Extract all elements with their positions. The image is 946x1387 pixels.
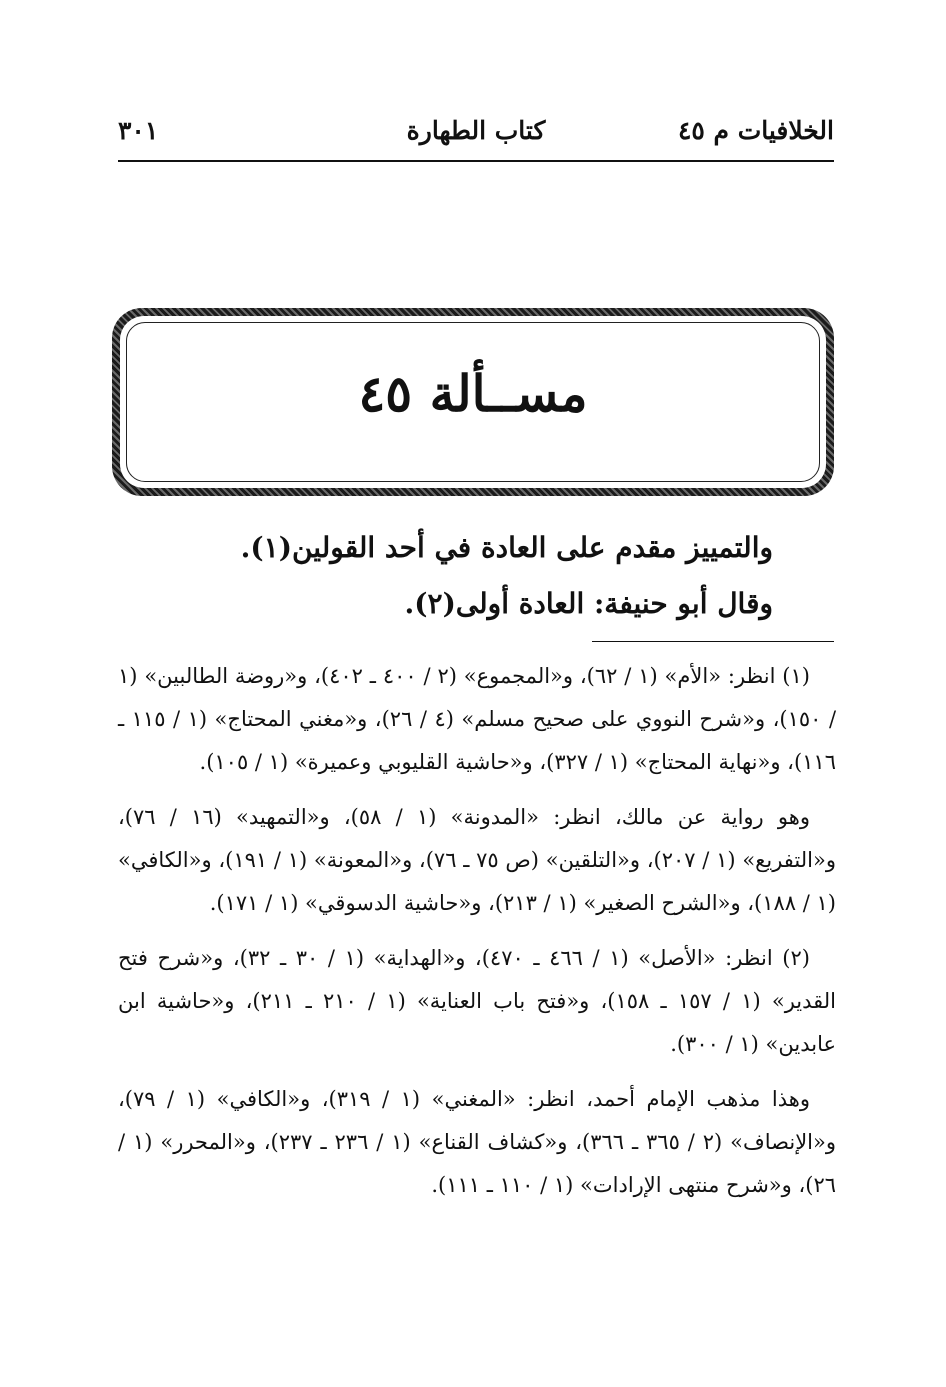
running-header xyxy=(118,108,834,156)
footnote-separator xyxy=(592,641,834,642)
section-label: الخلافيات م ٤٥ xyxy=(677,116,834,145)
title-frame xyxy=(112,308,834,496)
issue-title: مســألة ٤٥ xyxy=(358,364,588,423)
main-statement xyxy=(118,520,773,632)
footnote-paragraph: وهو رواية عن مالك، انظر: «المدونة» (١ / ٥٨)، و«التمهيد» (١٦ / ٧٦)، و«التفريع» (١ / ٢٠٧)، و«التلقين» (ص ٧٥ ـ ٧٦)، و«المعونة» (١ / ١٩١)، و«الكافي» (١ / ١٨٨)، و«الشرح الصغير» (١ / ٢١٣)، و«حاشية الدسوقي» (١ / ١٧١). xyxy=(118,805,836,915)
footnote-paragraph: (١) انظر: «الأم» (١ / ٦٢)، و«المجموع» (٢ / ٤٠٠ ـ ٤٠٢)، و«روضة الطالبين» (١ / ١٥٠)، و«شرح النووي على صحيح مسلم» (٤ / ٢٦)، و«مغني المحتاج» (١ / ١١٥ ـ ١١٦)، و«نهاية المحتاج» (١ / ٣٢٧)، و«حاشية القليوبي وعميرة» (١ / ١٠٥). xyxy=(118,664,837,774)
statement-line: والتمييز مقدم على العادة في أحد القولين(١). xyxy=(240,531,773,564)
page-number: ٣٠١ xyxy=(118,116,159,145)
statement-line: وقال أبو حنيفة: العادة أولى(٢). xyxy=(404,587,773,620)
footnote-paragraph: (٢) انظر: «الأصل» (١ / ٤٦٦ ـ ٤٧٠)، و«الهداية» (١ / ٣٠ ـ ٣٢)، و«شرح فتح القدير» (١ / ١٥٧ ـ ١٥٨)، و«فتح باب العناية» (١ / ٢١٠ ـ ٢١١)، و«حاشية ابن عابدين» (١ / ٣٠٠). xyxy=(118,946,837,1056)
title-frame-inner xyxy=(120,316,826,488)
header-divider xyxy=(118,160,834,162)
book-title: كتاب الطهارة xyxy=(406,116,546,145)
footnote-paragraph: وهذا مذهب الإمام أحمد، انظر: «المغني» (١ / ٣١٩)، و«الكافي» (١ / ٧٩)، و«الإنصاف» (٢ / ٣٦٥ ـ ٣٦٦)، و«كشاف القناع» (١ / ٢٣٦ ـ ٢٣٧)، و«المحرر» (١ / ٢٦)، و«شرح منتهى الإرادات» (١ / ١١٠ ـ ١١١). xyxy=(118,1087,836,1197)
footnotes xyxy=(118,655,836,1219)
